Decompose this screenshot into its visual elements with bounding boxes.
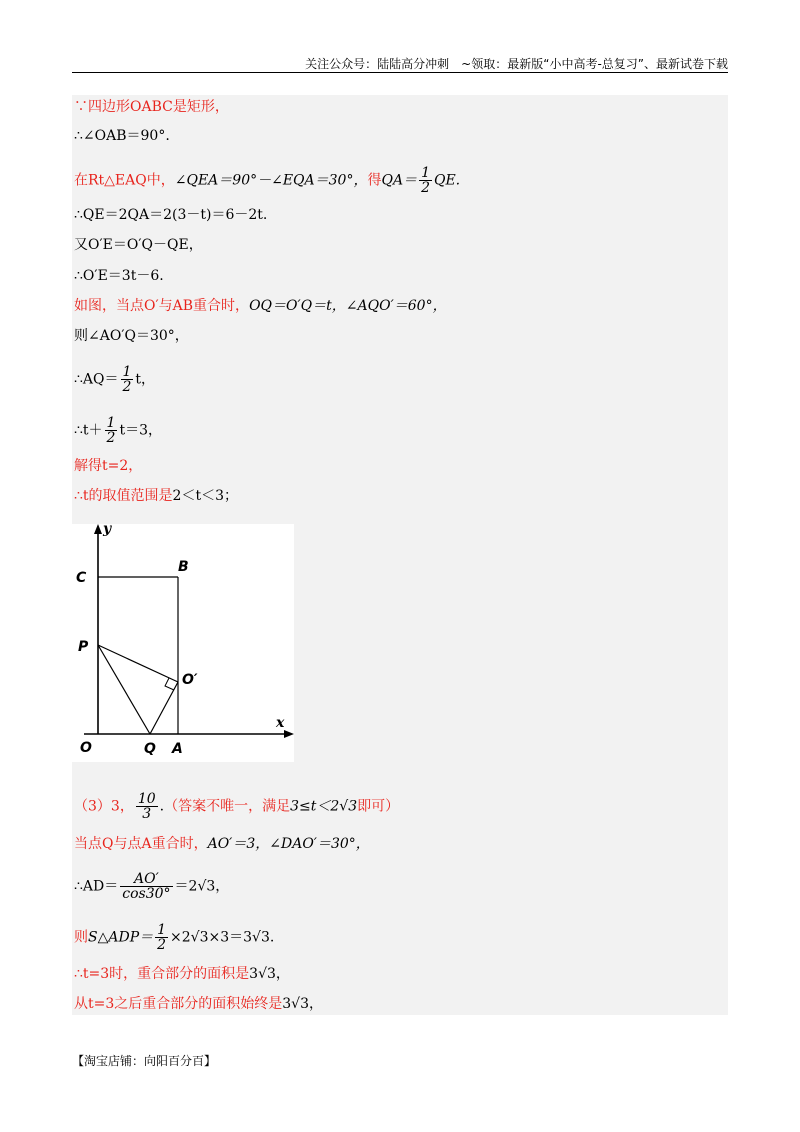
line-angle-oab: ∴∠OAB＝90°. [74, 128, 170, 144]
segment-pq [98, 645, 150, 734]
line-rectangle: ∵四边形OABC是矩形， [74, 99, 229, 115]
label-a: A [172, 741, 183, 757]
header-rule [72, 72, 728, 73]
fraction-half: $\frac{1}{2}$ [122, 364, 132, 395]
label-x: x [276, 715, 285, 731]
fraction-ten-thirds: $\frac{10}{3}$ [137, 791, 156, 822]
fraction-half: $\frac{1}{2}$ [421, 165, 430, 196]
line-range: ∴t的取值范围是2＜t＜3； [74, 488, 238, 504]
line-angle-aoq: 则∠AO′Q＝30°， [74, 328, 189, 344]
line-equation: ∴t＋ $\frac{1}{2}$ t＝3， [74, 415, 163, 446]
line-ad: ∴AD＝ $\frac{AO'}{\cos 30^\circ}$ ＝2√3， [74, 871, 230, 902]
text-figure-when: 如图，当点O′与AB重合时， [74, 298, 250, 314]
text-in-rt: 在Rt△EAQ中， [74, 172, 175, 189]
label-o: O [80, 740, 92, 756]
math-qa: QA＝ [381, 172, 418, 189]
line-t3-area: ∴t=3时，重合部分的面积是3√3， [74, 966, 290, 982]
segment-po [98, 645, 178, 682]
line-part3: （3）3， $\frac{10}{3}$ .（答案不唯一，满足3≤t＜2√3即可） [74, 791, 400, 822]
x-arrow-icon [284, 730, 294, 738]
line-rt-triangle [74, 166, 460, 195]
label-o-prime: O′ [182, 672, 198, 688]
math-qe: QE. [433, 172, 461, 189]
line-oe-diff: 又O′E＝O′Q－QE， [74, 237, 203, 253]
math-oq: OQ＝O′Q＝t，∠AQO′＝60°， [249, 298, 447, 314]
line-after-t3: 从t=3之后重合部分的面积始终是3√3， [74, 996, 324, 1012]
y-arrow-icon [94, 524, 102, 534]
label-b: B [178, 559, 189, 575]
line-solve: 解得t=2， [74, 458, 143, 474]
label-y: y [103, 524, 112, 537]
label-c: C [76, 570, 87, 586]
fraction-half: $\frac{1}{2}$ [157, 922, 167, 953]
fraction-ao-cos: $\frac{AO'}{\cos 30^\circ}$ [122, 871, 171, 902]
page-header: 关注公众号：陆陆高分冲刺 ~领取：最新版“小中高考-总复习”、最新试卷下载 [305, 57, 728, 71]
line-oe-value: ∴O′E＝3t－6. [74, 268, 164, 284]
page-footer: 【淘宝店铺：向阳百分百】 [72, 1054, 217, 1068]
line-coincide [74, 297, 447, 315]
coordinate-figure [72, 524, 294, 762]
text-de: 得 [367, 172, 382, 189]
line-aq: ∴AQ＝ $\frac{1}{2}$ t， [74, 364, 156, 395]
line-q-a-coincide: 当点Q与点A重合时，AO′＝3，∠DAO′＝30°， [74, 836, 370, 852]
label-p: P [78, 639, 89, 655]
label-q: Q [144, 741, 156, 757]
line-qe: ∴QE＝2QA＝2(3－t)＝6－2t. [74, 207, 268, 223]
line-area: 则S△ADP＝ $\frac{1}{2}$ ×2√3×3＝3√3. [74, 922, 275, 953]
fraction-half: $\frac{1}{2}$ [106, 415, 116, 446]
figure-svg [72, 524, 294, 762]
math-qea: ∠QEA＝90°－∠EQA＝30°， [174, 172, 368, 189]
